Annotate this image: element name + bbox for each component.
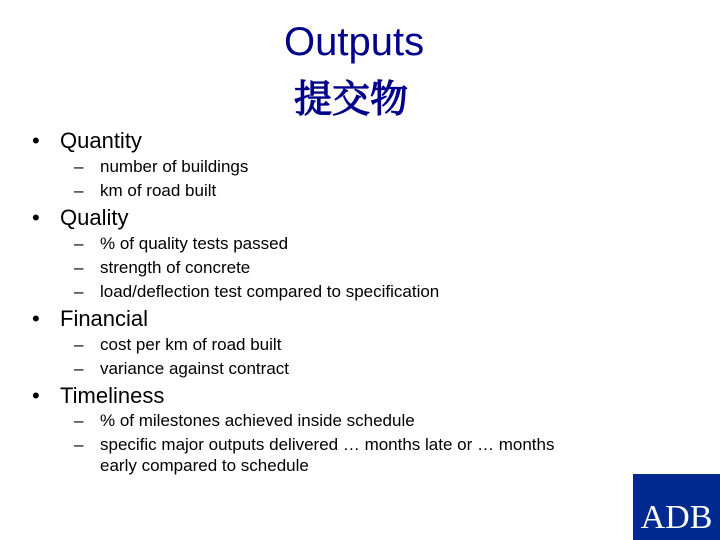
dash-marker: –	[74, 335, 84, 354]
adb-logo-text: ADB	[640, 499, 713, 536]
sub-item-text: % of milestones achieved inside schedule	[100, 411, 415, 430]
bullet-marker: •	[32, 383, 40, 408]
bullet-label: Financial	[60, 306, 149, 331]
sub-item-text: cost per km of road built	[100, 335, 282, 354]
sub-item-text: early compared to schedule	[100, 456, 309, 475]
dash-marker: –	[74, 282, 84, 301]
dash-marker: –	[74, 258, 84, 277]
slide-subtitle-chinese: 提交物	[294, 77, 409, 121]
dash-marker: –	[74, 157, 84, 176]
dash-marker: –	[74, 181, 84, 200]
sub-item-text: km of road built	[100, 181, 217, 200]
slide-title: Outputs	[284, 20, 425, 64]
bullet-label: Quality	[60, 205, 129, 230]
sub-item-text: specific major outputs delivered … months late or … months	[100, 435, 555, 454]
bullet-marker: •	[32, 306, 40, 331]
bullet-marker: •	[32, 128, 40, 153]
sub-item-text: % of quality tests passed	[100, 234, 289, 253]
dash-marker: –	[74, 435, 84, 454]
dash-marker: –	[74, 411, 84, 430]
bullet-label: Quantity	[60, 128, 142, 153]
adb-logo	[633, 474, 720, 540]
sub-item-text: variance against contract	[100, 359, 289, 378]
sub-item-text: number of buildings	[100, 157, 249, 176]
dash-marker: –	[74, 234, 84, 253]
dash-marker: –	[74, 359, 84, 378]
sub-item-text: strength of concrete	[100, 258, 251, 277]
bullet-marker: •	[32, 205, 40, 230]
bullet-label: Timeliness	[60, 383, 165, 408]
sub-item-text: load/deflection test compared to specification	[100, 282, 440, 301]
